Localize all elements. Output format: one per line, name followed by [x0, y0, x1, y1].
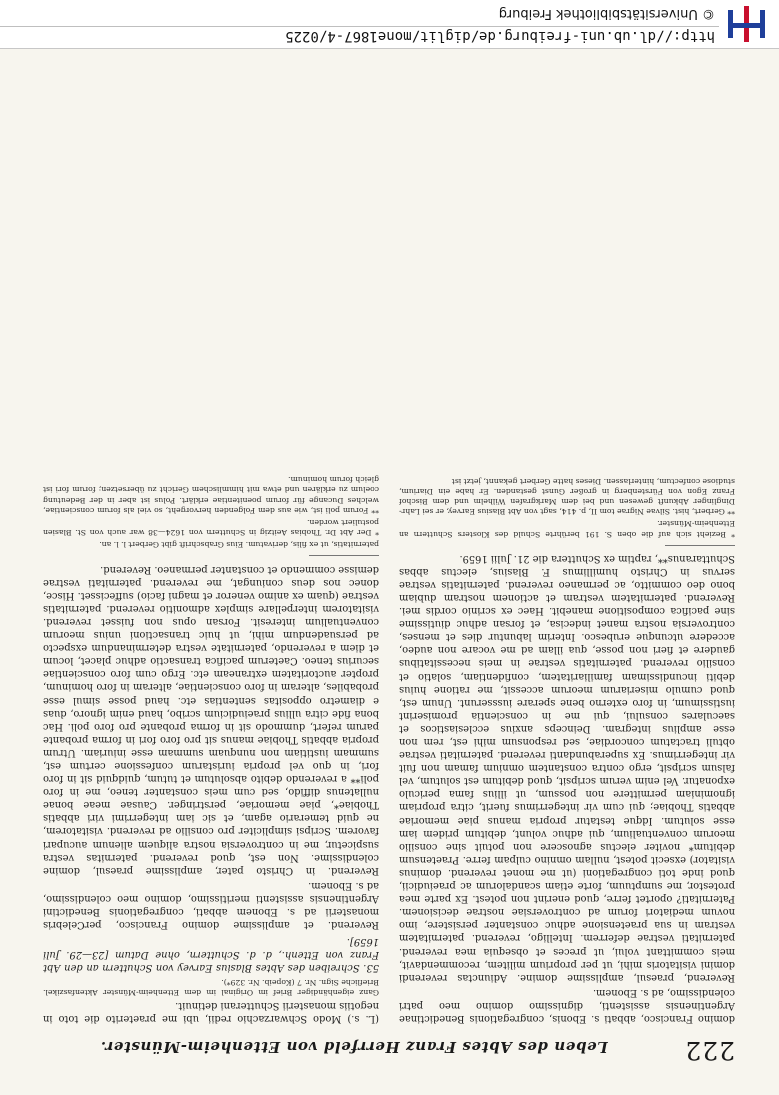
running-head: Leben des Abtes Franz Herrfeld von Ettenheim-Münster. [100, 1038, 608, 1056]
banner-divider [0, 26, 719, 27]
page-number: 222 [684, 1036, 735, 1065]
letter-body: Reverend, praesul, amplissime domine. Adiunctas reverendi domini visitatoris mihi, ut per proprium militem, recommendavit, meis committant volui, ut preces et obsequia mea reverend. paternitati vestrae deferrem. Intelligo, reverend. paternitatem vestram in sua praetensione adhuc constanter persistere, imo novum mediatori forum ad controversiae nostrae decisionem. Paternitati? oportet ferre, quod enerint non potest. Ex parte mea protestor, me sumptuum, forte etiam scandalorum ac praeiudicii, quod inde toti congregationi (ut me monet reverend. dominus visitator) exsecit potest, nullam omnino culpam ferre. Praetensum debitum* noviter electus agnoscere non potuit sine consilio meorum conventualium, qui adhuc volunt, debitum pridem iam esse solutum. Idque testatur propria manus piae memoriae abbatis Thobiae; qui cum vir integerrimus fuerit, citra propriam ignominiam permittere non possum, ut illius fama periculo exponatur. Vel enim verum scripsit, quod debitum est solutum, vel falsum scripsit, ergo contra constantem omnium famam non fuit vir integerrimus. Ex superabundanti reverend. paternitati vestrae obtuli tractatum concordiae, sed responsum mihi est, rem non esse amplius integram. Deinceps anxius ecclesiasticos et saeculares consului, qui me in conscientia promiserint iustissimum, in foro externo bene sperare iussserunt. Unum est, quod cumulo miseriarum meorum accessit, me ratione huius debiti incundissimam familiaritatem, confidentiam, solatio et consilio reverend. paternitatis vestrae in meis necessitatibus gaudere et fieri non posse, qua illam ad me vocare non audeo, accedere utcunque erubesco. Interim labuntur dies et menses, controversia nostra manet indecisa, et forsan adhuc diutissime sine pacifica compositione manebit. Haec ex scrinio cordis mei. Reverend. paternitatem vestram et actionem nostram dubiam bono deo committo, ac permaneo reverend. paternitatis vestrae servus in Christo humillimus F. Blasius, electus abbas Schuttaranus**, raptim ex Schuttera die 21. Julii 1659. [399, 552, 735, 983]
address-line: Reverend. et amplissime domino Francisco, perCelebris monasterii ad s. Ebonem abbati, congregationis Benedictini Argentinensis assistenti meritissimo, domino meo colendissimo, ad s. Ebonem. [43, 879, 379, 931]
document-heading: 53. Schreiben des Abtes Blasius Earvey von Schuttern an den Abt Franz von Ettenh., d. d. Schuttern, ohne Datum [23—29. Juli 1659]. [43, 936, 379, 974]
footnote: ** Gerbert, hist. Silvae Nigrae tom II, p. 414, sagt von Abt Blasius Earvey, er sei Lahr-Dinglinger Abkunft gewesen und bei dem Markgrafen Wilhelm und dem Bischof Franz Egon von Fürstenberg in großer Gunst gestanden. Er habe ein Diarium, studiose confectum, hinterlassen. Dieses hatte Gerbert gekannt, jetzt ist [399, 476, 735, 517]
footnote: * Bezieht sich auf die oben S. 191 berührte Schuld des Klosters Schuttern an Ettenheim-Münster. [399, 519, 735, 539]
footnote-rule [309, 556, 379, 557]
letter-postscript: (L. s.) Modo Schwarzachio redii, ubi me praeterito die toto in negotiis monasterii Schutterani detinuit. [43, 999, 379, 1024]
source-note: Ganz eigenhändiger Brief im Original im dem Ettenheim-Münster Aktenfaszikel. Briefliche Sign. Nr. 7 (Kopeib. Nr. 329*). [43, 977, 379, 997]
left-column [399, 61, 735, 1025]
library-banner [0, 0, 779, 49]
footnote: * Der Abt Dr. Thobias Aeitzig in Schuttern von 1624—38 war auch von St. Blasien postuliert worden. [43, 518, 379, 538]
document-url[interactable]: http://dl.ub.uni-freiburg.de/diglit/mone1867-4/0225 [285, 28, 715, 44]
footnote-rule [665, 545, 735, 546]
letter-body: Reverend. in Christo pater, amplissime praesul, domine colendissime. Non est, quod reverend. paternitas vestra suspicetur, me in controversia nostra aliquem alienum aucupari favorem. Scripsi simpliciter pro consilio ad reverend. visitatorem, ne quid temerario agam, et sic iam integerrimi viri abbatis Thobiae*, piae memoriae, perstringer. Causae meae bonae nullatenus diffido, sed cum meis constanter teneo, me in foro poli** a reverendo debito absolutum et tutum, quidquid sit in foro fori, in quo vel propria iuristarum confessione certum est, summam iustitiam non nunquam summam esse iniuriam. Utrum propria abbatis Thobiae manus sit pro foro fori in forma probante parum refert, dummodo sit in forma probante pro foro poli. Hac bona fide citra ullius praeiudicium scribo, haud enim ignoro, duas e diametro oppositas sententias etc. haud posse simul esse probabiles, alteram in foro conscientiae, alteram in foro hominum, propter auctoritatem extraneam etc. Ergo cum foro conscientiae securius teneo. Caeterum pacifica transactio adhuc placet, locum et diem a reverendo, paternitate vestra determinandum exspecto ad persuadendum mihi, ut huic transactioni unius meorum conventualium interesit. Forsan opus non fuisset reverend. visitatorem interpellare simplex admonitio reverend. paternitatis vestrae (quam ex animo veneror et magni facio) suffecisset. Hisce, donec nos deus coniungat, me reverend. paternitati vestrae demisse commendo et constanter permaneo. Reverend. [43, 563, 379, 876]
page-header [43, 1035, 735, 1065]
copyright-notice: © Universitätsbibliothek Freiburg [498, 6, 715, 22]
footnote: ** Forum poli ist, wie aus dem Folgenden hervorgeht, so viel als forum conscientiae, welches Ducange für forum poenitentiae erklärt. Polus ist aber in der Bedeutung coelum zu erklären und etwa mit himmlischem Gericht zu übersetzen; forum fori ist gleich forum hominum. [43, 475, 379, 515]
document-content [0, 48, 779, 1095]
address-line: domino Francisco, abbati s. Ebonis, congregationis Benedictinae Argentinensis assistenti, dignissimo domino meo patri colendissimo, ad s. Ebonem. [399, 986, 735, 1024]
right-column [43, 61, 379, 1025]
footnote: paternitatis, ut ex filis, derivatum. Eius Grabschrift gibt Gerbert l. l. an. [99, 540, 379, 550]
